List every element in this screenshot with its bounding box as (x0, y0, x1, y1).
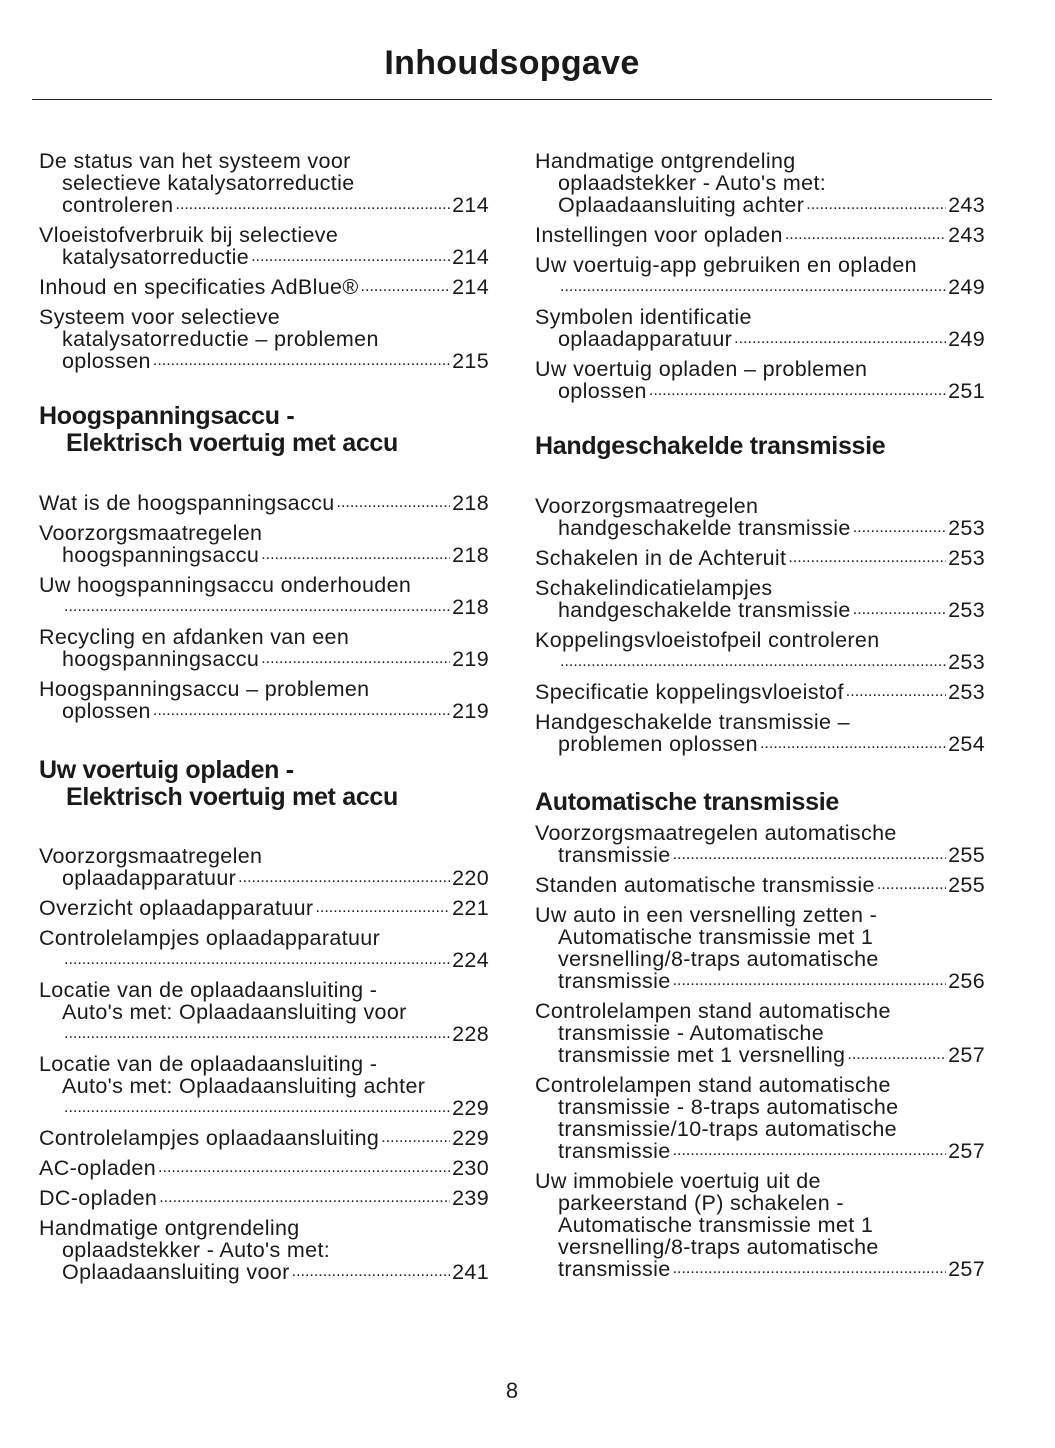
toc-entry[interactable] (39, 1127, 489, 1149)
entry-line (39, 897, 489, 919)
entry-line (535, 306, 985, 328)
toc-entry[interactable] (535, 1170, 985, 1280)
entry-line (535, 1236, 985, 1258)
entry-line (39, 328, 489, 350)
toc-entry[interactable] (535, 629, 985, 673)
toc-entry-group (39, 492, 489, 730)
page-ref[interactable]: 253 (948, 546, 985, 570)
toc-entry-group (39, 150, 489, 380)
toc-entry-group (535, 150, 985, 410)
entry-text: Standen automatische transmissie (535, 873, 875, 897)
entry-text: Handmatige ontgrendeling (39, 1216, 300, 1240)
entry-text: transmissie/10-traps automatische (558, 1117, 897, 1141)
section-heading (535, 433, 985, 460)
entry-line (535, 194, 985, 216)
entry-text: Hoogspanningsaccu – problemen (39, 677, 370, 701)
entry-line (39, 596, 489, 618)
entry-line (39, 172, 489, 194)
page-ref[interactable]: 214 (452, 275, 489, 299)
dot-leader (877, 874, 946, 896)
entry-text: Oplaadaansluiting achter (558, 193, 805, 217)
dot-leader (153, 350, 450, 372)
dot-leader (560, 651, 946, 673)
toc-entry[interactable] (535, 577, 985, 621)
entry-line (535, 328, 985, 350)
entry-line (535, 926, 985, 948)
entry-line (535, 1000, 985, 1022)
entry-text: Voorzorgsmaatregelen automatische (535, 821, 897, 845)
entry-text: Recycling en afdanken van een (39, 625, 350, 649)
toc-entry[interactable] (39, 979, 489, 1045)
entry-line (39, 678, 489, 700)
dot-leader (159, 1187, 450, 1209)
dot-leader (64, 949, 450, 971)
toc-entry[interactable] (39, 927, 489, 971)
section-heading (535, 789, 985, 816)
entry-line (535, 380, 985, 402)
entry-text: versnelling/8-traps automatische (558, 1235, 879, 1259)
toc-entry[interactable] (39, 845, 489, 889)
page-ref[interactable]: 218 (452, 543, 489, 567)
page-ref[interactable]: 218 (452, 491, 489, 515)
page-ref[interactable]: 220 (452, 866, 489, 890)
toc-entry[interactable] (39, 1187, 489, 1209)
entry-line (39, 1075, 489, 1097)
entry-line (39, 492, 489, 514)
entry-line (39, 845, 489, 867)
heading-line: Uw voertuig opladen - (39, 756, 294, 784)
entry-line (39, 1157, 489, 1179)
entry-text: oplossen (62, 699, 151, 723)
toc-entry[interactable] (535, 822, 985, 866)
entry-text: Symbolen identificatie (535, 305, 752, 329)
page-ref[interactable]: 254 (948, 732, 985, 756)
dot-leader (847, 1044, 946, 1066)
entry-text: Overzicht oplaadapparatuur (39, 896, 314, 920)
page-ref[interactable]: 230 (452, 1156, 489, 1180)
entry-text: Controlelampen stand automatische (535, 1073, 891, 1097)
entry-text: Uw voertuig opladen – problemen (535, 357, 868, 381)
entry-text: Voorzorgsmaatregelen (39, 521, 263, 545)
toc-entry[interactable] (39, 1157, 489, 1179)
entry-text: Automatische transmissie met 1 (558, 925, 874, 949)
entry-line (39, 574, 489, 596)
entry-text: handgeschakelde transmissie (558, 598, 851, 622)
entry-text: Locatie van de oplaadaansluiting - (39, 1052, 378, 1076)
toc-entry[interactable] (535, 495, 985, 539)
entry-line (39, 224, 489, 246)
dot-leader (788, 547, 946, 569)
entry-text: Auto's met: Oplaadaansluiting achter (62, 1074, 426, 1098)
toc-entry[interactable] (535, 1000, 985, 1066)
dot-leader (64, 1097, 450, 1119)
entry-text: Koppelingsvloeistofpeil controleren (535, 628, 880, 652)
page-ref[interactable]: 251 (948, 379, 985, 403)
dot-leader (361, 276, 451, 298)
entry-line (535, 681, 985, 703)
page-ref[interactable]: 253 (948, 516, 985, 540)
entry-line (535, 822, 985, 844)
entry-line (535, 517, 985, 539)
page-ref[interactable]: 243 (948, 193, 985, 217)
entry-line (535, 224, 985, 246)
entry-text: handgeschakelde transmissie (558, 516, 851, 540)
entry-line (39, 949, 489, 971)
entry-line (39, 276, 489, 298)
dot-leader (337, 492, 451, 514)
page-ref[interactable]: 221 (452, 896, 489, 920)
entry-line (535, 733, 985, 755)
entry-text: Voorzorgsmaatregelen (39, 844, 263, 868)
dot-leader (261, 648, 450, 670)
entry-line (535, 358, 985, 380)
toc-entry[interactable] (535, 547, 985, 569)
entry-text: Controlelampjes oplaadapparatuur (39, 926, 381, 950)
entry-text: hoogspanningsaccu (62, 543, 260, 567)
page-ref[interactable]: 257 (948, 1257, 985, 1281)
entry-line (39, 1001, 489, 1023)
entry-text: Uw immobiele voertuig uit de (535, 1169, 821, 1193)
entry-text: selectieve katalysatorreductie (62, 171, 355, 195)
entry-text: oplaadapparatuur (62, 866, 237, 890)
entry-text: DC-opladen (39, 1186, 158, 1210)
entry-text: Systeem voor selectieve (39, 305, 281, 329)
page-ref[interactable]: 256 (948, 969, 985, 993)
entry-text: transmissie - Automatische (558, 1021, 824, 1045)
entry-text: problemen oplossen (558, 732, 758, 756)
entry-text: Uw hoogspanningsaccu onderhouden (39, 573, 412, 597)
entry-text: Vloeistofverbruik bij selectieve (39, 223, 339, 247)
entry-text: Specificatie koppelingsvloeistof (535, 680, 844, 704)
entry-text: Oplaadaansluiting voor (62, 1260, 290, 1284)
entry-line (39, 150, 489, 172)
dot-leader (560, 276, 946, 298)
toc-entry[interactable] (39, 626, 489, 670)
heading-line: Handgeschakelde transmissie (535, 432, 886, 460)
toc-entry[interactable] (39, 574, 489, 618)
entry-line (535, 651, 985, 673)
entry-line (39, 648, 489, 670)
dot-leader (673, 1258, 947, 1280)
dot-leader (649, 380, 946, 402)
entry-text: parkeerstand (P) schakelen - (558, 1191, 844, 1215)
toc-entry[interactable] (535, 874, 985, 896)
dot-leader (251, 246, 450, 268)
page-ref[interactable]: 218 (452, 595, 489, 619)
page-number: 8 (505, 1378, 519, 1403)
entry-text: transmissie (558, 843, 671, 867)
page-ref[interactable]: 214 (452, 193, 489, 217)
entry-text: controleren (62, 193, 174, 217)
toc-entry-group (535, 495, 985, 763)
toc-entry[interactable] (39, 522, 489, 566)
entry-line (535, 1044, 985, 1066)
entry-line (39, 194, 489, 216)
entry-text: oplossen (558, 379, 647, 403)
page-ref[interactable]: 241 (452, 1260, 489, 1284)
toc-entry[interactable] (535, 358, 985, 402)
entry-line (535, 1192, 985, 1214)
page-ref[interactable]: 214 (452, 245, 489, 269)
page-title: Inhoudsopgave (384, 44, 640, 82)
page-ref[interactable]: 243 (948, 223, 985, 247)
entry-text: De status van het systeem voor (39, 149, 351, 173)
entry-line (535, 711, 985, 733)
toc-entry[interactable] (39, 276, 489, 298)
dot-leader (673, 844, 947, 866)
entry-line (535, 1074, 985, 1096)
entry-text: transmissie (558, 1257, 671, 1281)
toc-entry[interactable] (535, 224, 985, 246)
entry-text: versnelling/8-traps automatische (558, 947, 879, 971)
toc-entry[interactable] (39, 678, 489, 722)
heading-line: Elektrisch voertuig met accu (66, 429, 399, 457)
toc-entry[interactable] (39, 150, 489, 216)
toc-entry[interactable] (39, 1053, 489, 1119)
entry-text: Instellingen voor opladen (535, 223, 783, 247)
entry-text: oplaadstekker - Auto's met: (558, 171, 827, 195)
entry-text: Auto's met: Oplaadaansluiting voor (62, 1000, 407, 1024)
entry-line (535, 1118, 985, 1140)
entry-text: Uw auto in een versnelling zetten - (535, 903, 878, 927)
dot-leader (158, 1157, 450, 1179)
dot-leader (64, 1023, 450, 1045)
page-ref[interactable]: 239 (452, 1186, 489, 1210)
entry-line (535, 948, 985, 970)
entry-line (535, 1170, 985, 1192)
page-ref[interactable]: 249 (948, 275, 985, 299)
entry-line (39, 927, 489, 949)
entry-line (39, 1097, 489, 1119)
dot-leader (734, 328, 946, 350)
page-ref[interactable]: 249 (948, 327, 985, 351)
page-ref[interactable]: 257 (948, 1043, 985, 1067)
page-ref[interactable]: 253 (948, 680, 985, 704)
page-ref[interactable]: 253 (948, 598, 985, 622)
entry-text: oplaadstekker - Auto's met: (62, 1238, 331, 1262)
entry-text: oplaadapparatuur (558, 327, 733, 351)
entry-line (535, 254, 985, 276)
entry-line (39, 246, 489, 268)
entry-text: Voorzorgsmaatregelen (535, 494, 759, 518)
entry-text: Controlelampjes oplaadaansluiting (39, 1126, 380, 1150)
entry-line (535, 495, 985, 517)
entry-line (39, 1127, 489, 1149)
entry-line (39, 1217, 489, 1239)
toc-entry-group (39, 845, 489, 1291)
dot-leader (238, 867, 450, 889)
toc-entry[interactable] (39, 306, 489, 372)
entry-line (39, 350, 489, 372)
entry-line (535, 172, 985, 194)
dot-leader (673, 1140, 947, 1162)
entry-text: transmissie (558, 969, 671, 993)
entry-line (39, 1187, 489, 1209)
entry-line (535, 1096, 985, 1118)
dot-leader (64, 596, 450, 618)
entry-line (39, 626, 489, 648)
entry-line (39, 1239, 489, 1261)
entry-text: transmissie - 8-traps automatische (558, 1095, 899, 1119)
entry-line (535, 599, 985, 621)
entry-line (39, 979, 489, 1001)
toc-entry[interactable] (39, 1217, 489, 1283)
entry-line (535, 547, 985, 569)
toc-entry[interactable] (39, 897, 489, 919)
dot-leader (846, 681, 946, 703)
heading-line: Elektrisch voertuig met accu (66, 783, 399, 811)
page-ref[interactable]: 253 (948, 650, 985, 674)
entry-text: katalysatorreductie – problemen (62, 327, 379, 351)
entry-line (535, 1140, 985, 1162)
page-ref[interactable]: 229 (452, 1096, 489, 1120)
entry-text: AC-opladen (39, 1156, 157, 1180)
toc-entry[interactable] (39, 492, 489, 514)
entry-text: hoogspanningsaccu (62, 647, 260, 671)
toc-entry[interactable] (535, 1074, 985, 1162)
section-heading (39, 403, 489, 457)
dot-leader (292, 1261, 450, 1283)
page-ref[interactable]: 219 (452, 647, 489, 671)
toc-entry[interactable] (535, 711, 985, 755)
toc-entry[interactable] (535, 904, 985, 992)
entry-line (39, 1261, 489, 1283)
dot-leader (175, 194, 450, 216)
entry-text: Inhoud en specificaties AdBlue® (39, 275, 359, 299)
toc-entry[interactable] (39, 224, 489, 268)
page-ref[interactable]: 229 (452, 1126, 489, 1150)
section-heading (39, 757, 489, 811)
entry-text: oplossen (62, 349, 151, 373)
entry-line (535, 150, 985, 172)
entry-text: Uw voertuig-app gebruiken en opladen (535, 253, 917, 277)
heading-line: Automatische transmissie (535, 788, 840, 816)
entry-line (39, 1053, 489, 1075)
entry-text: Handmatige ontgrendeling (535, 149, 796, 173)
entry-line (535, 874, 985, 896)
entry-text: transmissie met 1 versnelling (558, 1043, 846, 1067)
dot-leader (261, 544, 450, 566)
entry-line (39, 306, 489, 328)
toc-entry[interactable] (535, 254, 985, 298)
entry-line (535, 1214, 985, 1236)
toc-entry-group (535, 822, 985, 1288)
entry-text: Wat is de hoogspanningsaccu (39, 491, 335, 515)
entry-text: Schakelindicatielampjes (535, 576, 773, 600)
entry-line (535, 844, 985, 866)
entry-text: Schakelen in de Achteruit (535, 546, 787, 570)
page-ref[interactable]: 257 (948, 1139, 985, 1163)
page-ref[interactable]: 255 (948, 873, 985, 897)
entry-text: transmissie (558, 1139, 671, 1163)
entry-line (39, 700, 489, 722)
dot-leader (153, 700, 450, 722)
page-ref[interactable]: 255 (948, 843, 985, 867)
dot-leader (785, 224, 946, 246)
dot-leader (673, 970, 947, 992)
heading-line: Hoogspanningsaccu - (39, 402, 295, 430)
entry-text: Automatische transmissie met 1 (558, 1213, 874, 1237)
entry-text: Controlelampen stand automatische (535, 999, 891, 1023)
entry-text: Handgeschakelde transmissie – (535, 710, 850, 734)
entry-line (535, 1022, 985, 1044)
title-divider (32, 99, 992, 100)
entry-line (39, 522, 489, 544)
entry-line (535, 904, 985, 926)
entry-line (39, 867, 489, 889)
entry-line (535, 1258, 985, 1280)
dot-leader (381, 1127, 450, 1149)
entry-line (535, 629, 985, 651)
page-ref[interactable]: 228 (452, 1022, 489, 1046)
entry-line (535, 970, 985, 992)
page-ref[interactable]: 224 (452, 948, 489, 972)
dot-leader (806, 194, 946, 216)
entry-line (39, 1023, 489, 1045)
toc-entry[interactable] (535, 681, 985, 703)
dot-leader (315, 897, 450, 919)
dot-leader (853, 517, 946, 539)
toc-entry[interactable] (535, 306, 985, 350)
entry-line (535, 276, 985, 298)
page-ref[interactable]: 219 (452, 699, 489, 723)
dot-leader (853, 599, 946, 621)
entry-text: katalysatorreductie (62, 245, 250, 269)
dot-leader (760, 733, 946, 755)
entry-line (39, 544, 489, 566)
entry-text: Locatie van de oplaadaansluiting - (39, 978, 378, 1002)
toc-entry[interactable] (535, 150, 985, 216)
page-ref[interactable]: 215 (452, 349, 489, 373)
entry-line (535, 577, 985, 599)
